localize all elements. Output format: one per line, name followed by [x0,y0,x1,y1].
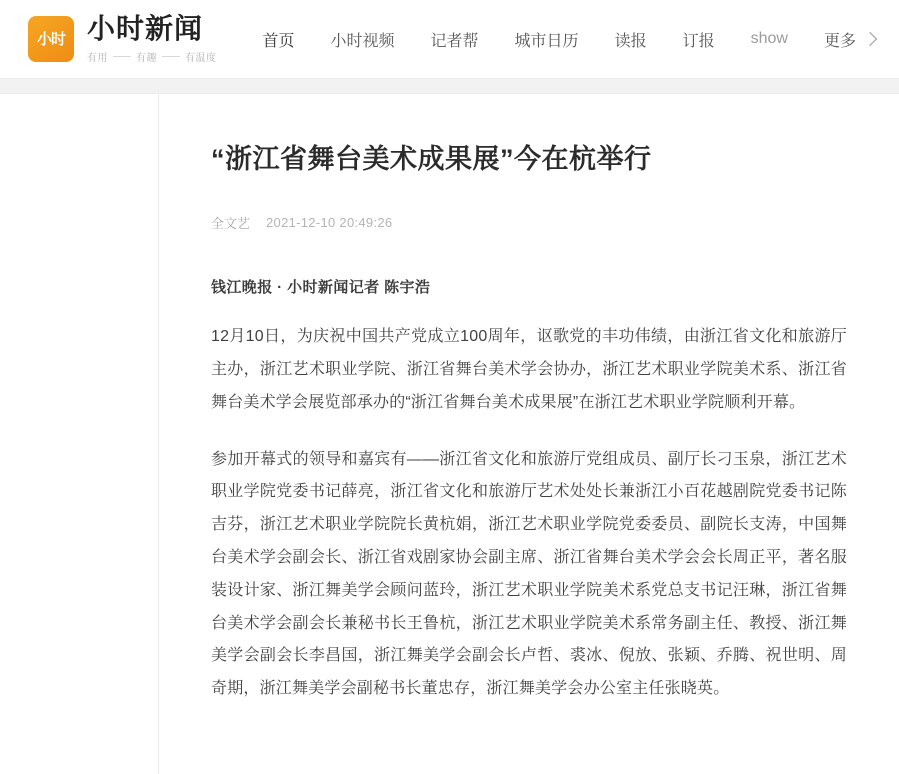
nav-item-read-paper[interactable]: 读报 [614,32,647,50]
nav-more-label: 更多 [823,32,856,50]
slogan-left: 有用 [87,53,108,65]
article-meta [211,213,847,232]
brand-text [87,14,217,64]
chevron-right-icon [863,32,877,46]
nav-item-home[interactable]: 首页 [262,32,295,50]
slogan-divider-left [113,56,131,57]
left-rail [0,94,159,774]
header-divider-band [0,78,899,94]
slogan-right: 有温度 [185,53,217,65]
article-category[interactable]: 全文艺 [211,216,251,232]
clock-logo-icon [28,16,74,62]
nav-item-city-calendar[interactable]: 城市日历 [514,32,579,50]
article-byline: 钱江晚报 · 小时新闻记者 陈宇浩 [211,279,431,297]
slogan-divider-right [162,56,180,57]
brand[interactable] [28,14,217,64]
nav-item-video[interactable]: 小时视频 [330,32,395,50]
page-body [0,94,899,774]
article-container [159,94,899,774]
logo-text: 小时 [36,31,65,49]
article-paragraph: 12月10日，为庆祝中国共产党成立100周年，讴歌党的丰功伟绩，由浙江省文化和旅游厅主办，浙江艺术职业学院、浙江省舞台美术学会协办，浙江艺术职业学院美术系、浙江省舞台美术学会展览部承办的“浙江省舞台美术成果展”在浙江艺术职业学院顺利开幕。 [211,328,847,411]
article-timestamp: 2021-12-10 20:49:26 [266,215,393,231]
brand-name: 小时新闻 [87,12,204,44]
article-paragraph: 参加开幕式的领导和嘉宾有——浙江省文化和旅游厅党组成员、副厅长刁玉泉，浙江艺术职业学院党委书记薛亮，浙江省文化和旅游厅艺术处处长兼浙江小百花越剧院党委书记陈吉芬，浙江艺术职业学院院长黄杭娟，浙江艺术职业学院党委委员、副院长支涛，中国舞台美术学会副会长、浙江省戏剧家协会副主席、浙江省舞台美术学会会长周正平，著名服装设计家、浙江舞美学会顾问蓝玲，浙江艺术职业学院美术系党总支书记汪琳，浙江省舞台美术学会副会长兼秘书长王鲁杭，浙江艺术职业学院美术系常务副主任、教授、浙江舞美学会副会长李昌国，浙江舞美学会副会长卢哲、裘冰、倪放、张颖、乔腾、祝世明、周奇期，浙江舞美学会副秘书长董忠存，浙江舞美学会办公室主任张晓英。 [211,450,847,698]
nav-item-more[interactable] [824,28,875,51]
main-nav [263,28,875,51]
nav-item-reporter-help[interactable]: 记者帮 [430,32,479,50]
brand-slogan [87,49,217,64]
page-title: “浙江省舞台美术成果展”今在杭举行 [211,144,652,174]
slogan-mid: 有趣 [136,53,157,65]
nav-item-show[interactable]: show [750,30,788,47]
site-header [0,0,899,78]
nav-item-subscribe[interactable]: 订报 [682,32,715,50]
